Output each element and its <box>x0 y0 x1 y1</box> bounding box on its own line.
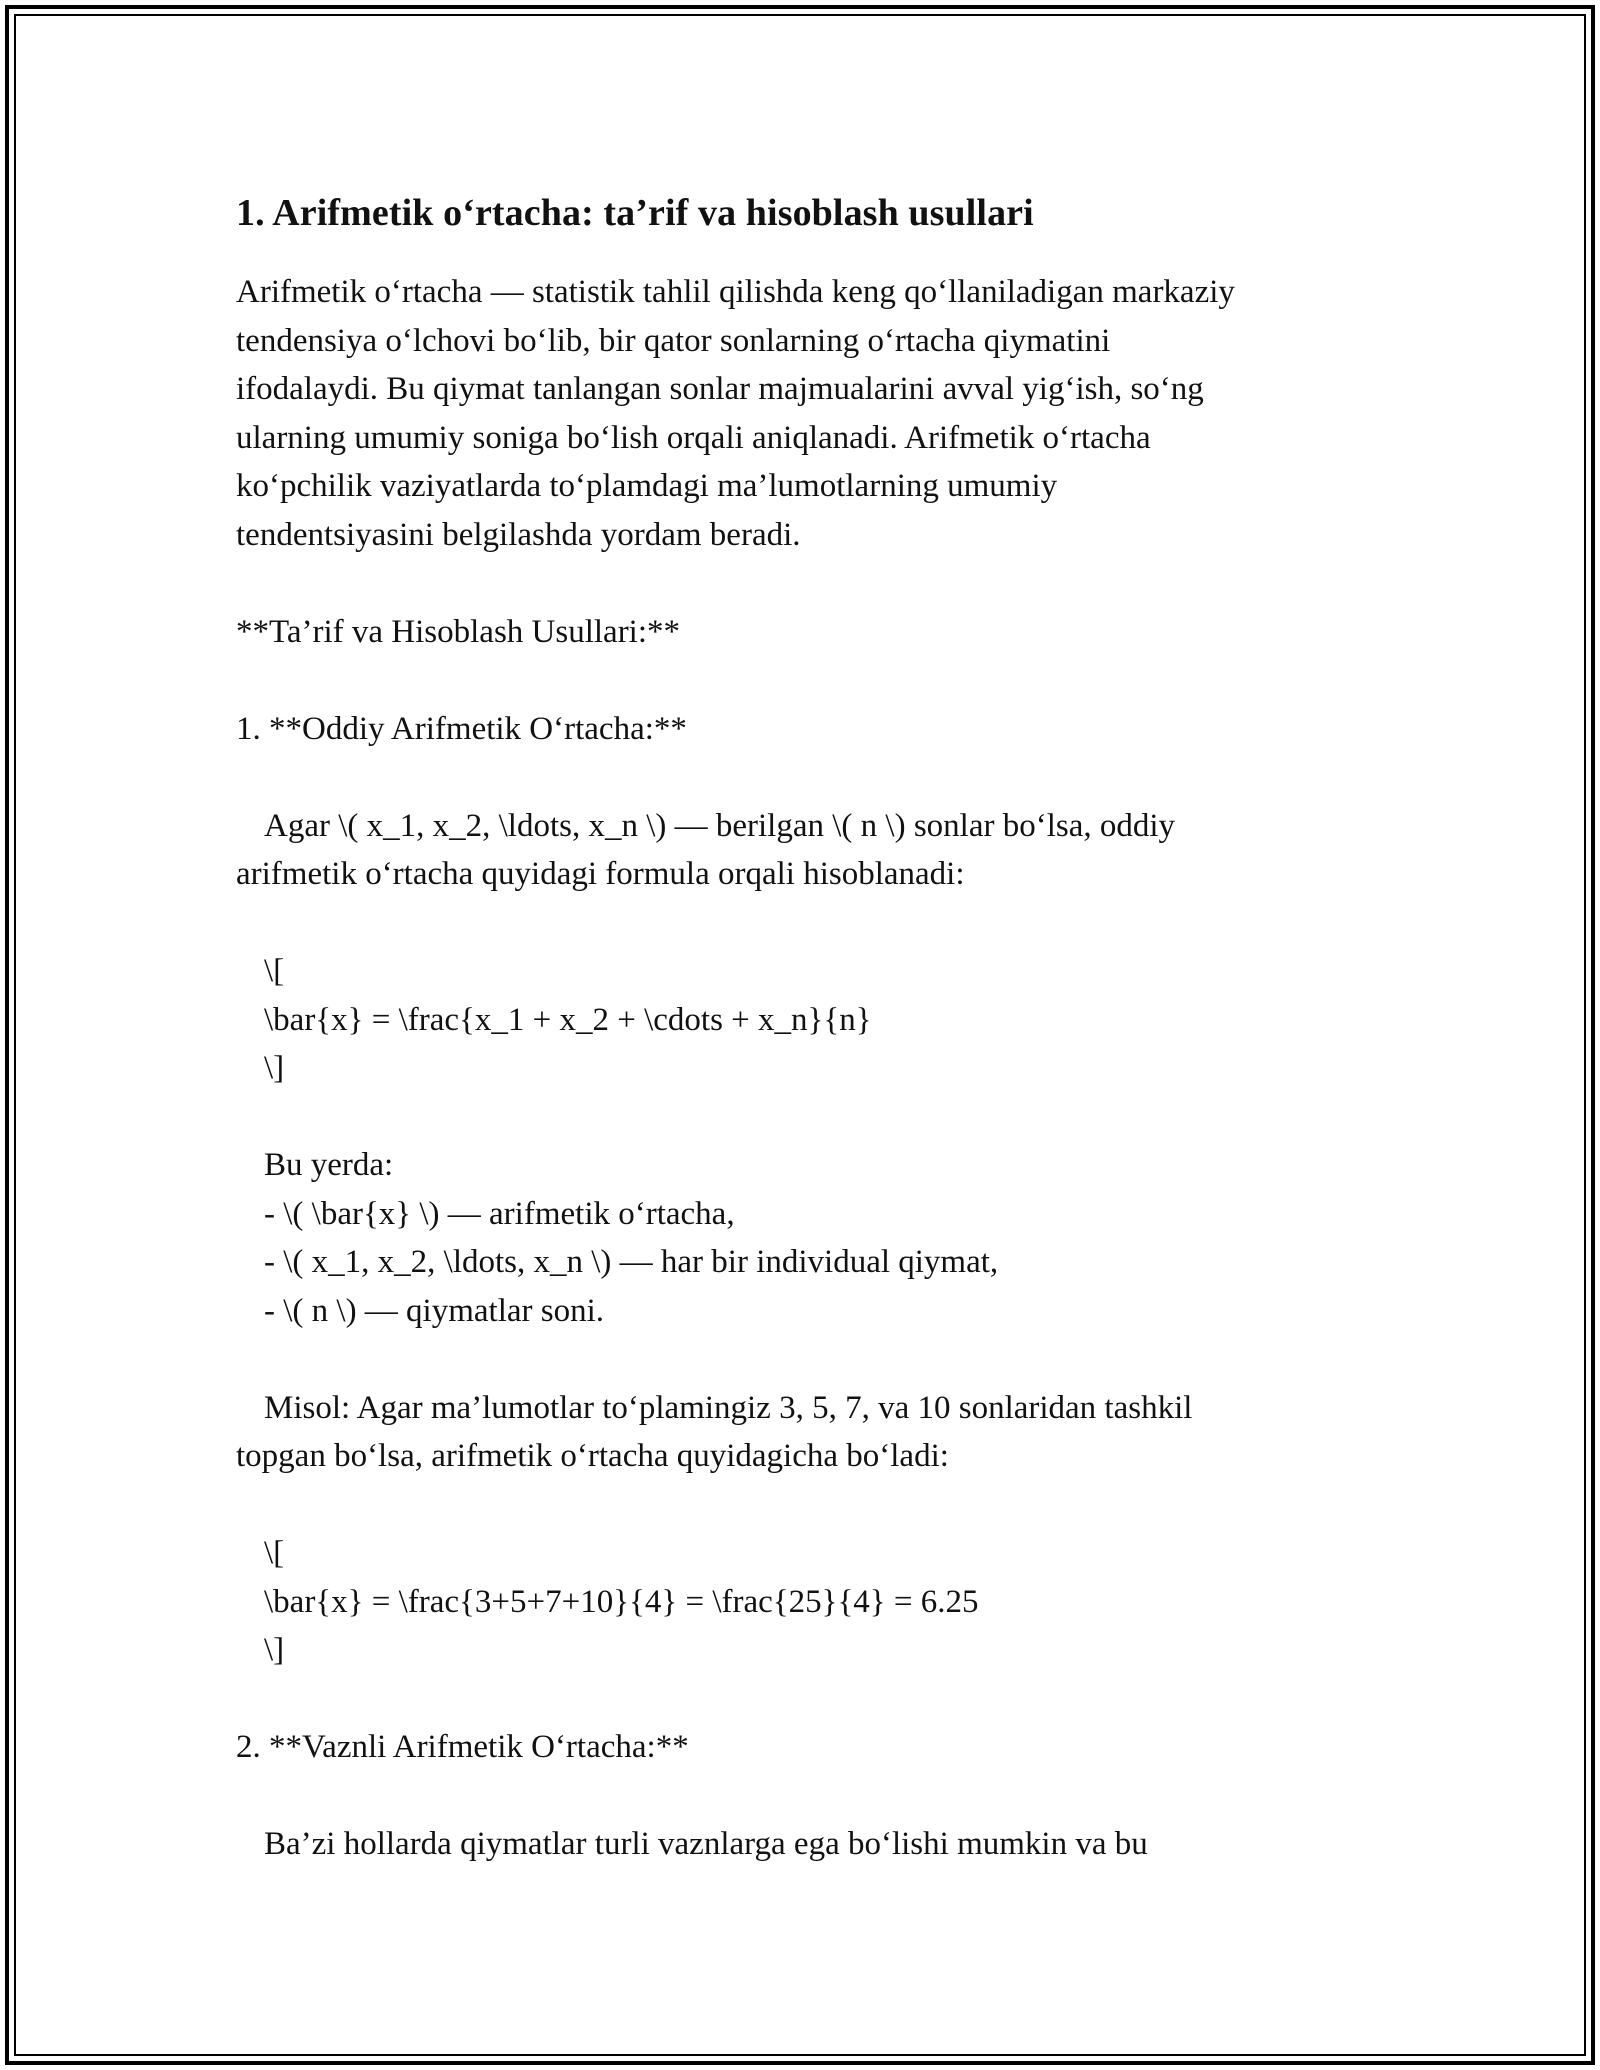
formula-close: \] <box>264 1050 285 1086</box>
formula-open: \[ <box>264 953 285 989</box>
example-formula-close: \] <box>264 1632 285 1668</box>
item2-desc: Ba’zi hollarda qiymatlar turli vaznlarga ega bo‘lishi mumkin va bu <box>264 1826 1148 1862</box>
item1-title: 1. **Oddiy Arifmetik O‘rtacha:** <box>236 710 687 747</box>
where-item-count: - \( n \) — qiymatlar soni. <box>264 1292 605 1329</box>
intro-line-4: ularning umumiy soniga bo‘lish orqali aniqlanadi. Arifmetik o‘rtacha <box>236 419 1151 456</box>
example-line-2: topgan bo‘lsa, arifmetik o‘rtacha quyidagicha bo‘ladi: <box>236 1438 949 1474</box>
where-item-mean: - \( \bar{x} \) — arifmetik o‘rtacha, <box>264 1195 735 1232</box>
intro-line-5: ko‘pchilik vaziyatlarda to‘plamdagi ma’lumotlarning umumiy <box>236 468 1058 504</box>
formula-body: \bar{x} = \frac{x_1 + x_2 + \cdots + x_n}{n} <box>264 1001 872 1038</box>
section-title: **Ta’rif va Hisoblash Usullari:** <box>236 613 681 650</box>
intro-line-2: tendensiya o‘lchovi bo‘lib, bir qator sonlarning o‘rtacha qiymatini <box>236 322 1111 359</box>
intro-line-3: ifodalaydi. Bu qiymat tanlangan sonlar majmualarini avval yig‘ish, so‘ng <box>236 371 1204 407</box>
intro-line-1: Arifmetik o‘rtacha — statistik tahlil qilishda keng qo‘llaniladigan markaziy <box>236 274 1235 310</box>
where-item-values: - \( x_1, x_2, \ldots, x_n \) — har bir individual qiymat, <box>264 1244 999 1280</box>
document-body <box>236 184 1366 1869</box>
where-intro: Bu yerda: <box>264 1147 394 1183</box>
example-formula-body: \bar{x} = \frac{3+5+7+10}{4} = \frac{25}{4} = 6.25 <box>264 1583 979 1620</box>
item1-desc-line-1: Agar \( x_1, x_2, \ldots, x_n \) — berilgan \( n \) sonlar bo‘lsa, oddiy <box>264 807 1176 844</box>
item1-desc-line-2: arifmetik o‘rtacha quyidagi formula orqali hisoblanadi: <box>236 856 965 892</box>
page-title: 1. Arifmetik o‘rtacha: ta’rif va hisoblash usullari <box>236 192 1034 234</box>
example-line-1: Misol: Agar ma’lumotlar to‘plamingiz 3, 5, 7, va 10 sonlaridan tashkil <box>264 1389 1193 1426</box>
example-formula-open: \[ <box>264 1535 285 1571</box>
item2-title: 2. **Vaznli Arifmetik O‘rtacha:** <box>236 1729 689 1765</box>
intro-line-6: tendentsiyasini belgilashda yordam beradi. <box>236 516 801 553</box>
